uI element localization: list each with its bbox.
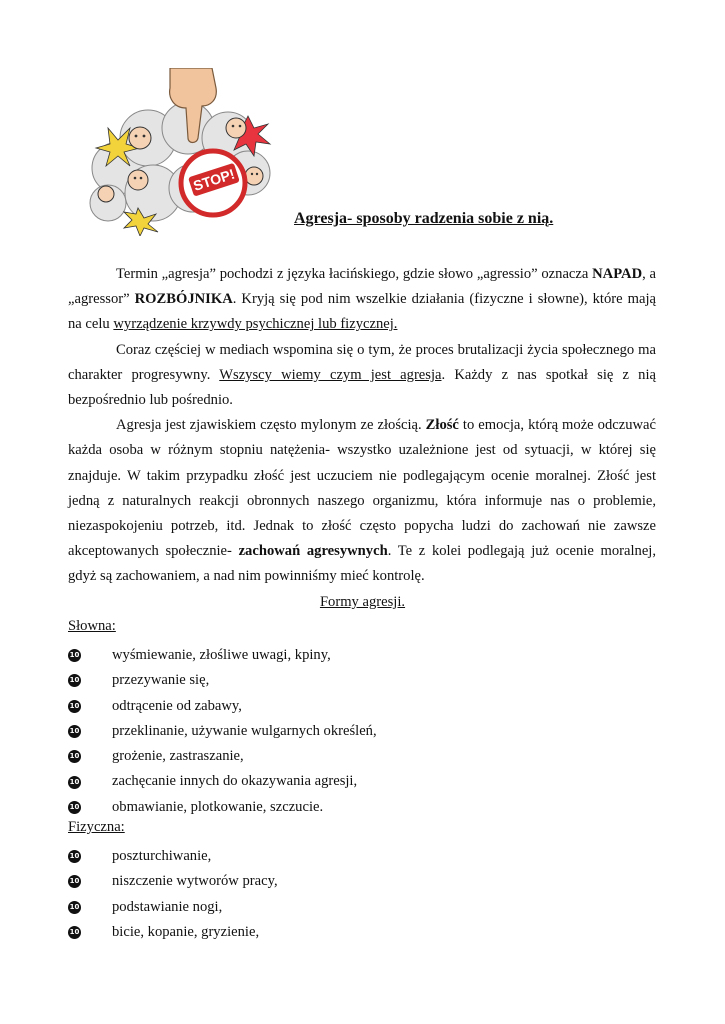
numbered-bullet-icon: 10 (68, 926, 81, 939)
numbered-bullet-icon: 10 (68, 901, 81, 914)
list-item-text: bicie, kopanie, gryzienie, (112, 923, 260, 940)
numbered-bullet-icon: 10 (68, 674, 81, 687)
verbal-heading: Słowna: (68, 618, 116, 634)
list-item-text: grożenie, zastraszanie, (112, 748, 244, 765)
list-item-text: przeklinanie, używanie wulgarnych określeń, (112, 722, 377, 739)
list-item (68, 920, 278, 945)
numbered-bullet-icon: 10 (68, 700, 81, 713)
physical-heading: Fizyczna: (68, 819, 125, 835)
list-item (68, 844, 278, 869)
numbered-bullet-icon: 10 (68, 649, 81, 662)
list-item-text: przezywanie się, (112, 672, 210, 689)
list-item-text: poszturchiwanie, (112, 848, 212, 864)
list-item (68, 769, 377, 794)
list-item (68, 795, 377, 820)
list-item (68, 643, 377, 668)
list-item (68, 895, 278, 920)
list-item (68, 744, 377, 769)
numbered-bullet-icon: 10 (68, 776, 81, 789)
list-item-text: obmawianie, plotkowanie, szczucie. (112, 798, 324, 815)
stop-fight-illustration (78, 68, 282, 236)
list-item (68, 694, 377, 719)
list-item (68, 869, 278, 894)
numbered-bullet-icon: 10 (68, 725, 81, 738)
paragraph-anger: Agresja jest zjawiskiem często mylonym ze złością. Złość to emocja, którą może odczuwać każda osoba w różnym stopniu natężenia- wszystko uzależnione jest od sytuacji, w której się znajduje. W takim przypadku złość jest uczuciem nie podlegającym ocenie moralnej. Złość jest jedną z naturalnych reakcji obronnych naszego organizmu, która informuje nas o problemie, niezaspokojeniu potrzeb, itd. Jednak to złość często popycha ludzi do zachowań nie zawsze akceptowanych społecznie- zachowań agresywnych. Te z kolei podlegają już ocenie moralnej, gdyż są zachowaniem, a nad nim powinniśmy mieć kontrolę. (68, 417, 656, 585)
list-item-text: wyśmiewanie, złośliwe uwagi, kpiny, (112, 647, 331, 663)
forms-heading: Formy agresji. (319, 594, 406, 610)
body-text (68, 262, 656, 590)
page-title: Agresja- sposoby radzenia sobie z nią. (294, 210, 554, 227)
numbered-bullet-icon: 10 (68, 801, 81, 814)
list-item (68, 668, 377, 693)
list-item-text: zachęcanie innych do okazywania agresji, (112, 773, 358, 790)
verbal-list (68, 643, 377, 820)
list-item-text: niszczenie wytworów pracy, (112, 873, 278, 890)
numbered-bullet-icon: 10 (68, 850, 81, 863)
paragraph-definition: Termin „agresja” pochodzi z języka łacińskiego, gdzie słowo „agressio” oznacza NAPAD, a „agressor” ROZBÓJNIKA. Kryją się pod nim wszelkie działania (fizyczne i słowne), które mają na celu wyrządzenie krzywdy psychicznej lub fizycznej. (68, 266, 657, 333)
list-item-text: podstawianie nogi, (112, 898, 223, 915)
list-item (68, 719, 377, 744)
numbered-bullet-icon: 10 (68, 750, 81, 763)
list-item-text: odtrącenie od zabawy, (112, 697, 242, 714)
physical-list (68, 844, 278, 945)
paragraph-media: Coraz częściej w mediach wspomina się o tym, że proces brutalizacji życia społecznego ma charakter progresywny. Wszyscy wiemy czym jest agresja. Każdy z nas spotkał się z nią bezpośrednio lub pośrednio. (68, 341, 656, 409)
stop-sign-text: STOP! (191, 165, 237, 194)
numbered-bullet-icon: 10 (68, 875, 81, 888)
